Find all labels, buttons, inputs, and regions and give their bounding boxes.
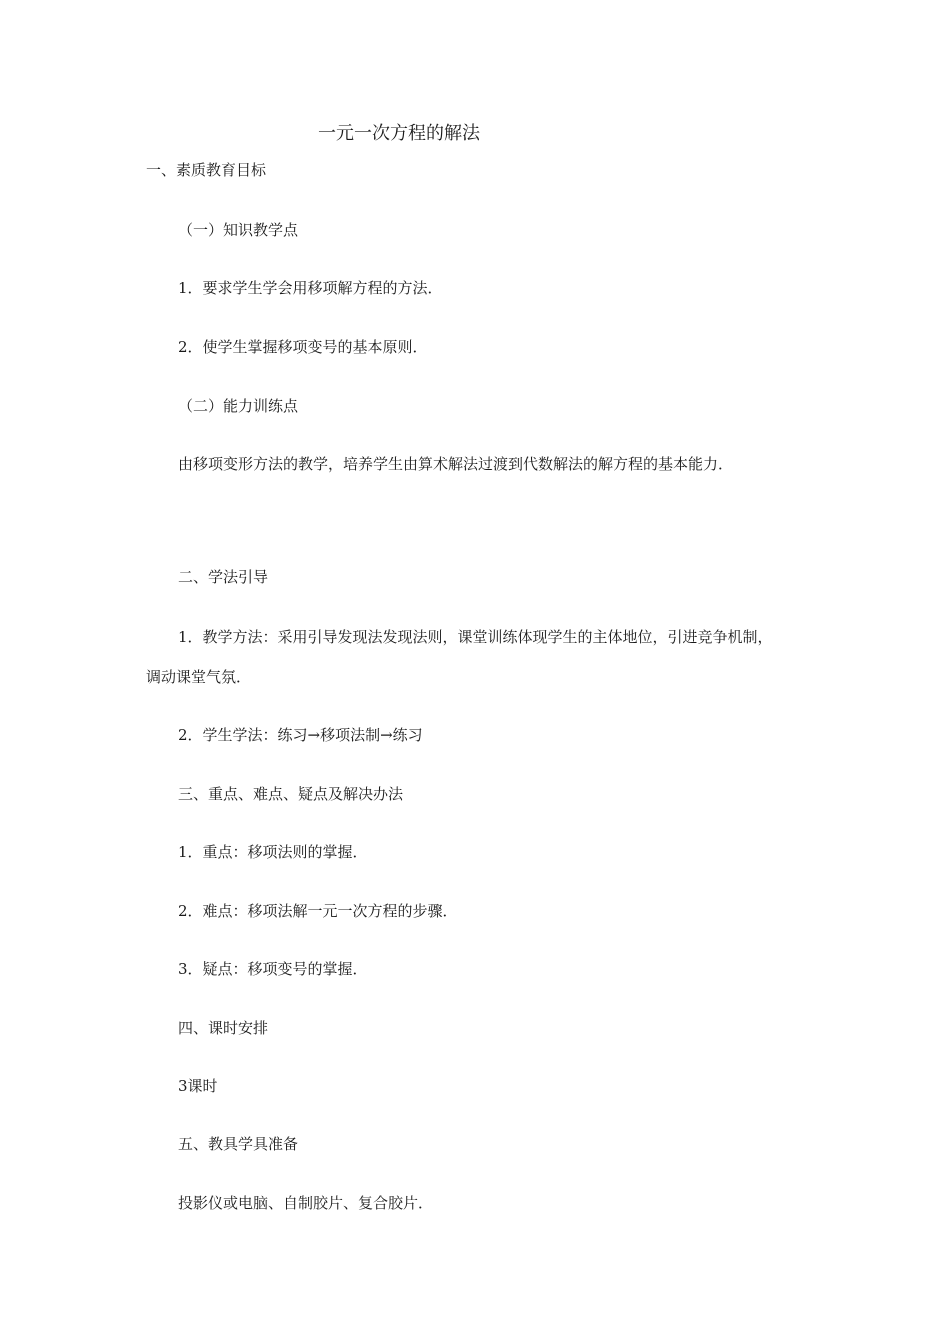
paragraph: 3．疑点：移项变号的掌握． <box>178 960 368 978</box>
document-title: 一元一次方程的解法 <box>318 123 480 144</box>
paragraph: 2．难点：移项法解一元一次方程的步骤． <box>178 902 458 920</box>
paragraph: 1．要求学生学会用移项解方程的方法． <box>178 279 443 297</box>
paragraph: 1．教学方法：采用引导发现法发现法则，课堂训练体现学生的主体地位，引进竞争机制， <box>178 628 773 646</box>
section-heading-5: 五、教具学具准备 <box>178 1135 299 1153</box>
subsection-heading-2: （二）能力训练点 <box>178 397 299 415</box>
subsection-heading-1: （一）知识教学点 <box>178 221 299 239</box>
paragraph: 3课时 <box>178 1077 218 1095</box>
section-heading-3: 三、重点、难点、疑点及解决办法 <box>178 785 404 803</box>
section-heading-1: 一、素质教育目标 <box>146 161 267 179</box>
paragraph: 1．重点：移项法则的掌握． <box>178 843 368 861</box>
section-heading-2: 二、学法引导 <box>178 568 269 586</box>
paragraph: 投影仪或电脑、自制胶片、复合胶片． <box>178 1194 434 1212</box>
paragraph: 2．使学生掌握移项变号的基本原则． <box>178 338 428 356</box>
paragraph: 2．学生学法：练习→移项法制→练习 <box>178 726 423 744</box>
paragraph-continuation: 调动课堂气氛． <box>146 668 252 686</box>
paragraph: 由移项变形方法的教学，培养学生由算术解法过渡到代数解法的解方程的基本能力． <box>178 455 734 473</box>
section-heading-4: 四、课时安排 <box>178 1019 269 1037</box>
